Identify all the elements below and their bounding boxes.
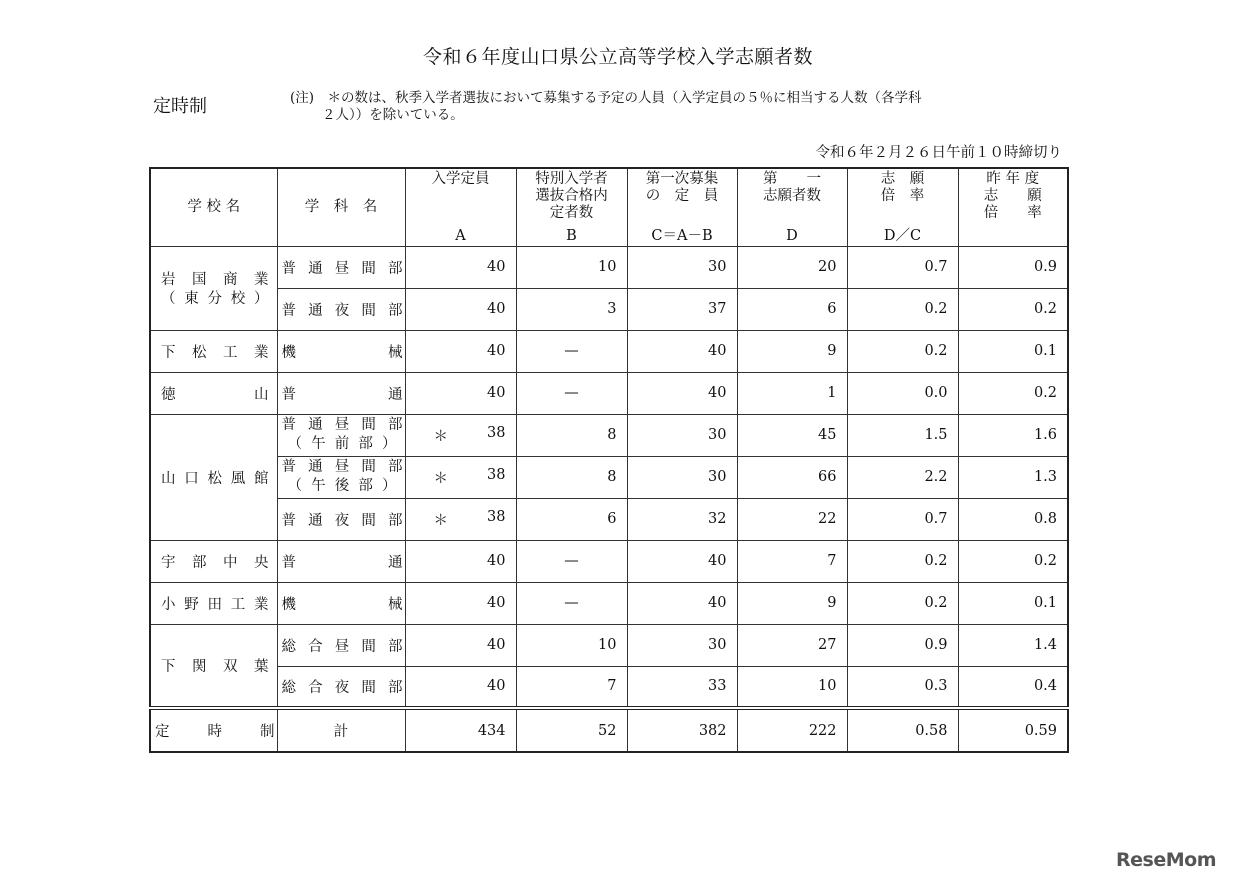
cell-c: 40 xyxy=(627,330,737,372)
cell-b: — xyxy=(516,540,627,582)
value-a: 40 xyxy=(487,259,506,275)
total-row xyxy=(150,708,1068,752)
cell-prev: 0.1 xyxy=(958,582,1068,624)
dept-cell: 機械 xyxy=(277,582,405,624)
cell-prev: 0.4 xyxy=(958,666,1068,708)
cell-a xyxy=(405,498,516,540)
cell-c: 30 xyxy=(627,246,737,288)
value-a: 38 xyxy=(487,424,506,441)
note-line-2: ２人））を除いている。 xyxy=(322,107,464,123)
table-row xyxy=(150,414,1068,456)
cell-a xyxy=(405,624,516,666)
value-a: 40 xyxy=(487,637,506,653)
cell-b: 8 xyxy=(516,456,627,498)
section-label: 定時制 xyxy=(153,96,207,117)
cell-b: 8 xyxy=(516,414,627,456)
value-a: 40 xyxy=(487,678,506,695)
header-row xyxy=(150,168,1068,246)
cell-d: 27 xyxy=(737,624,847,666)
cell-b: 52 xyxy=(516,708,627,752)
cell-ratio: 0.2 xyxy=(847,582,958,624)
cell-ratio: 0.0 xyxy=(847,372,958,414)
cell-c: 40 xyxy=(627,372,737,414)
table-row xyxy=(150,624,1068,666)
header-text: 特別入学者 選抜合格内 定者数 xyxy=(535,171,608,221)
table-row xyxy=(150,372,1068,414)
cell-c: 30 xyxy=(627,414,737,456)
cell-c: 32 xyxy=(627,498,737,540)
header-cell xyxy=(150,168,277,246)
header-text: 学 科 名 xyxy=(304,198,378,215)
cell-d: 6 xyxy=(737,288,847,330)
dept-cell: 普通 xyxy=(277,372,405,414)
cell-a xyxy=(405,540,516,582)
cell-prev: 0.2 xyxy=(958,288,1068,330)
dept-cell: 総合昼間部 xyxy=(277,624,405,666)
cell-ratio: 0.2 xyxy=(847,540,958,582)
header-cell xyxy=(405,168,516,246)
cell-b: — xyxy=(516,330,627,372)
header-text: 入学定員 xyxy=(431,171,490,187)
cell-ratio: 0.7 xyxy=(847,498,958,540)
header-label: D／C xyxy=(883,227,922,244)
value-a: 38 xyxy=(487,508,506,525)
cell-ratio: 0.2 xyxy=(847,288,958,330)
cell-a xyxy=(405,414,516,456)
note xyxy=(290,90,1060,124)
cell-prev: 0.1 xyxy=(958,330,1068,372)
cell-d: 10 xyxy=(737,666,847,708)
dept-cell: 普通昼間部 xyxy=(277,246,405,288)
cell-d: 222 xyxy=(737,708,847,752)
value-a: 40 xyxy=(487,595,506,611)
school-name-cell xyxy=(150,624,277,708)
value-a: 40 xyxy=(487,301,506,317)
dept-name: 普通昼間部 xyxy=(281,417,403,433)
header-text: 志 願 倍 率 xyxy=(880,171,925,204)
cell-d: 9 xyxy=(737,330,847,372)
cell-d: 7 xyxy=(737,540,847,582)
cell-ratio: 2.2 xyxy=(847,456,958,498)
dept-name: 普通昼間部 xyxy=(281,459,403,475)
cell-c: 40 xyxy=(627,582,737,624)
cell-b: 7 xyxy=(516,666,627,708)
school-name: 小野田工業 xyxy=(161,596,269,613)
cell-prev: 0.2 xyxy=(958,540,1068,582)
cell-prev: 1.4 xyxy=(958,624,1068,666)
school-name: 下関双葉 xyxy=(161,658,269,675)
table-row xyxy=(150,582,1068,624)
header-label: D xyxy=(786,227,798,244)
cell-b: 6 xyxy=(516,498,627,540)
table-row xyxy=(150,246,1068,288)
school-name-sub: （東分校） xyxy=(161,291,269,307)
cell-a xyxy=(405,708,516,752)
asterisk: ＊ xyxy=(433,428,448,445)
table-row xyxy=(150,330,1068,372)
cell-prev: 1.6 xyxy=(958,414,1068,456)
value-a: 38 xyxy=(487,466,506,483)
header-text: 学 校 名 xyxy=(187,198,241,215)
cell-d: 9 xyxy=(737,582,847,624)
cell-ratio: 1.5 xyxy=(847,414,958,456)
cell-prev: 0.8 xyxy=(958,498,1068,540)
asterisk: ＊ xyxy=(433,470,448,487)
resemom-logo: ReseMom xyxy=(1116,849,1216,871)
cell-b: 10 xyxy=(516,246,627,288)
cell-c: 30 xyxy=(627,624,737,666)
cell-a xyxy=(405,666,516,708)
dept-cell: 総合夜間部 xyxy=(277,666,405,708)
note-line-1: (注) ＊の数は、秋季入学者選抜において募集する予定の人員（入学定員の５％に相当する人数（各学科 xyxy=(290,90,922,106)
cell-c: 40 xyxy=(627,540,737,582)
header-cell xyxy=(847,168,958,246)
header-label: C＝A－B xyxy=(651,227,713,244)
dept-cell xyxy=(277,456,405,498)
header-label: A xyxy=(455,227,466,244)
header-cell xyxy=(627,168,737,246)
cell-c: 37 xyxy=(627,288,737,330)
table-row xyxy=(150,456,1068,498)
cell-ratio: 0.58 xyxy=(847,708,958,752)
dept-cell: 普通夜間部 xyxy=(277,288,405,330)
dept-cell: 普通 xyxy=(277,540,405,582)
header-text: 第 一 志願者数 xyxy=(763,171,821,204)
value-a: 40 xyxy=(487,553,506,569)
school-name: 徳山 xyxy=(161,386,269,403)
cell-prev: 0.9 xyxy=(958,246,1068,288)
cell-a xyxy=(405,372,516,414)
school-name-cell xyxy=(150,246,277,330)
header-text: 昨 年 度 志 願 倍 率 xyxy=(983,171,1042,221)
page-title: 令和６年度山口県公立高等学校入学志願者数 xyxy=(422,46,813,68)
school-name: 宇部中央 xyxy=(161,554,269,571)
school-name: 山口松風館 xyxy=(161,470,269,487)
deadline: 令和６年２月２６日午前１０時締切り xyxy=(815,145,1062,161)
cell-a xyxy=(405,288,516,330)
table-row xyxy=(150,498,1068,540)
school-name-cell xyxy=(150,372,277,414)
dept-cell: 機械 xyxy=(277,330,405,372)
cell-d: 20 xyxy=(737,246,847,288)
value-a: 40 xyxy=(487,385,506,401)
school-name: 岩国商業 xyxy=(161,272,269,288)
cell-a xyxy=(405,246,516,288)
cell-b: 10 xyxy=(516,624,627,666)
dept-cell: 普通夜間部 xyxy=(277,498,405,540)
cell-b: 3 xyxy=(516,288,627,330)
cell-ratio: 0.2 xyxy=(847,330,958,372)
cell-ratio: 0.3 xyxy=(847,666,958,708)
cell-a xyxy=(405,456,516,498)
school-name-cell xyxy=(150,582,277,624)
table-row xyxy=(150,540,1068,582)
cell-c: 382 xyxy=(627,708,737,752)
school-name: 下松工業 xyxy=(161,344,269,361)
total-dept: 計 xyxy=(277,708,405,752)
header-text: 第一次募集 の 定 員 xyxy=(645,171,719,204)
cell-prev: 1.3 xyxy=(958,456,1068,498)
value-a: 40 xyxy=(487,343,506,359)
cell-prev: 0.2 xyxy=(958,372,1068,414)
total-name: 定時制 xyxy=(150,708,277,752)
cell-a xyxy=(405,330,516,372)
cell-d: 45 xyxy=(737,414,847,456)
school-name-cell xyxy=(150,414,277,540)
dept-sub: （午前部） xyxy=(287,436,397,452)
cell-d: 66 xyxy=(737,456,847,498)
cell-a xyxy=(405,582,516,624)
header-label: B xyxy=(566,227,577,244)
table-row xyxy=(150,666,1068,708)
school-name-cell xyxy=(150,330,277,372)
table-row xyxy=(150,288,1068,330)
header-cell xyxy=(958,168,1068,246)
header-cell xyxy=(737,168,847,246)
header-cell xyxy=(516,168,627,246)
cell-b: — xyxy=(516,372,627,414)
applicants-table xyxy=(149,167,1069,753)
cell-prev: 0.59 xyxy=(958,708,1068,752)
dept-cell xyxy=(277,414,405,456)
cell-ratio: 0.9 xyxy=(847,624,958,666)
value-a: 434 xyxy=(477,722,506,739)
cell-d: 22 xyxy=(737,498,847,540)
school-name-cell xyxy=(150,540,277,582)
asterisk: ＊ xyxy=(433,512,448,529)
dept-sub: （午後部） xyxy=(287,478,397,494)
cell-b: — xyxy=(516,582,627,624)
cell-c: 30 xyxy=(627,456,737,498)
cell-d: 1 xyxy=(737,372,847,414)
cell-ratio: 0.7 xyxy=(847,246,958,288)
cell-c: 33 xyxy=(627,666,737,708)
header-cell xyxy=(277,168,405,246)
